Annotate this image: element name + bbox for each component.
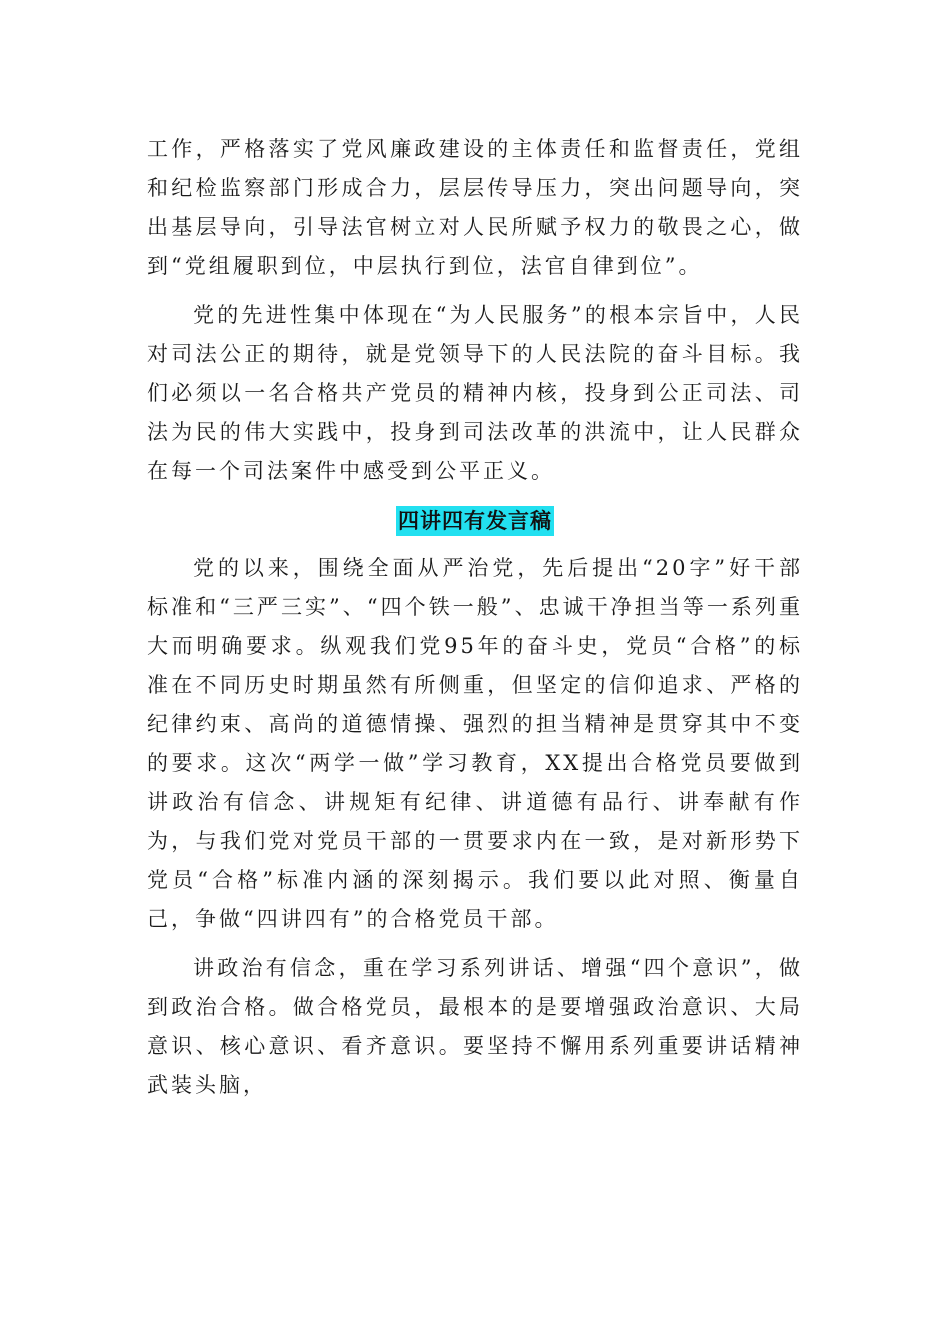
paragraph-1: 工作，严格落实了党风廉政建设的主体责任和监督责任，党组和纪检监察部门形成合力，层层传导压力，突出问题导向，突出基层导向，引导法官树立对人民所赋予权力的敬畏之心，做到“党组履职到位，中层执行到位，法官自律到位”。 <box>147 137 803 278</box>
section-heading: 四讲四有发言稿 <box>396 506 554 536</box>
section-heading-wrap <box>147 501 803 541</box>
paragraph-3: 党的以来，围绕全面从严治党，先后提出“20字”好干部标准和“三严三实”、“四个铁一般”、忠诚干净担当等一系列重大而明确要求。纵观我们党95年的奋斗史，党员“合格”的标准在不同历史时期虽然有所侧重，但坚定的信仰追求、严格的纪律约束、高尚的道德情操、强烈的担当精神是贯穿其中不变的要求。这次“两学一做”学习教育，XX提出合格党员要做到讲政治有信念、讲规矩有纪律、讲道德有品行、讲奉献有作为，与我们党对党员干部的一贯要求内在一致，是对新形势下党员“合格”标准内涵的深刻揭示。我们要以此对照、衡量自己，争做“四讲四有”的合格党员干部。 <box>147 556 803 931</box>
paragraph-2: 党的先进性集中体现在“为人民服务”的根本宗旨中，人民对司法公正的期待，就是党领导下的人民法院的奋斗目标。我们必须以一名合格共产党员的精神内核，投身到公正司法、司法为民的伟大实践中，投身到司法改革的洪流中，让人民群众在每一个司法案件中感受到公平正义。 <box>147 303 803 483</box>
paragraph-4: 讲政治有信念，重在学习系列讲话、增强“四个意识”，做到政治合格。做合格党员，最根本的是要增强政治意识、大局意识、核心意识、看齐意识。要坚持不懈用系列重要讲话精神武装头脑， <box>147 956 803 1097</box>
document-body <box>147 130 803 1115</box>
